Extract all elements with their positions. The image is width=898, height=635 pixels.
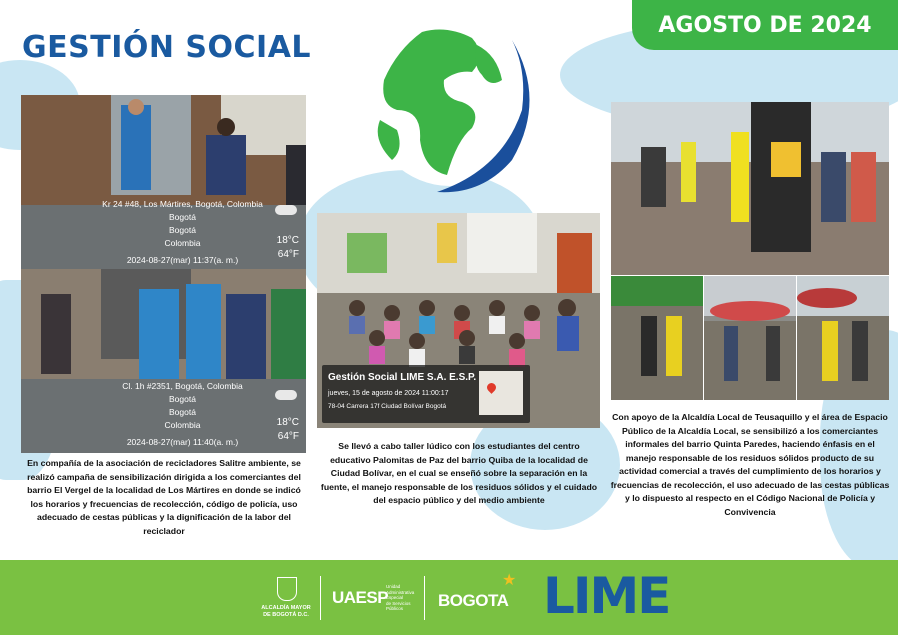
alcaldia-line2: DE BOGOTÁ D.C. <box>263 612 309 618</box>
location-stamp <box>322 365 530 423</box>
cloud-icon <box>275 205 297 215</box>
temperature-celsius: 18°C <box>276 417 299 428</box>
lime-logo-text: LIME <box>543 567 670 625</box>
map-thumbnail <box>479 371 523 415</box>
geotag-timestamp: 2024-08-27(mar) 11:40(a. m.) <box>126 437 239 447</box>
right-caption: Con apoyo de la Alcaldía Local de Teusaquillo y el área de Espacio Público de la Alcaldía Local, se sensibilizó a los comerciantes informales del barrio Quinta Paredes, haciendo énfasis en el manejo responsable de los residuos sólidos producto de su actividad comercial a través del cumplimiento de los horarios y frecuencias de recolección, el uso adecuado de las cestas públicas y lo dispuesto al respecto en el Código Nacional de Policía y Convivencia <box>610 412 890 517</box>
temperature-celsius: 18°C <box>276 235 299 246</box>
star-icon: ★ <box>502 570 517 589</box>
geotag-address: Kr 24 #48, Los Mártires, Bogotá, Colombia <box>102 199 263 209</box>
geotag-address: Cl. 1h #2351, Bogotá, Colombia <box>122 381 243 391</box>
geotag-city: Bogotá <box>169 394 196 404</box>
footer-divider <box>424 576 425 620</box>
alcaldia-line1: ALCALDÍA MAYOR <box>261 605 311 611</box>
date-banner: AGOSTO DE 2024 <box>632 0 898 50</box>
uaesp-logo-text: UAESP <box>332 588 389 607</box>
geotag-region: Bogotá <box>169 407 196 417</box>
uaesp-desc-line: Públicos <box>386 606 404 611</box>
photo-school-workshop <box>317 213 600 428</box>
bogota-coat-of-arms-icon <box>277 577 297 601</box>
bogota-logo-text: BOGOTA <box>438 591 509 610</box>
uaesp-desc-line: Administrativa <box>386 589 415 595</box>
uaesp-desc-line: Unidad <box>386 584 401 589</box>
geotag-2 <box>60 380 305 449</box>
geotag-city: Bogotá <box>169 212 196 222</box>
page-title: GESTIÓN SOCIAL <box>22 30 312 65</box>
uaesp-desc-line: Especial <box>386 595 404 600</box>
geotag-1 <box>60 198 305 267</box>
temperature-fahrenheit: 64°F <box>277 249 299 260</box>
cloud-icon <box>275 390 297 400</box>
uaesp-desc-line: de Servicios <box>386 600 411 606</box>
left-caption: En compañía de la asociación de recicladores Salitre ambiente, se realizó campaña de sensibilización dirigida a los comerciantes del barrio El Vergel de la localidad de Los Mártires en donde se indicó los horarios y frecuencias de recolección, código de policía, uso adecuado de cestas públicas y la dignificación de la labor del reciclador <box>27 458 301 536</box>
stamp-datetime: jueves, 15 de agosto de 2024 11:00:17 <box>328 390 449 397</box>
geotag-region: Bogotá <box>169 225 196 235</box>
photo-street-vendors-1 <box>611 102 889 275</box>
stamp-title: Gestión Social LIME S.A. E.S.P. <box>328 372 477 383</box>
footer-divider <box>320 576 321 620</box>
temperature-fahrenheit: 64°F <box>277 431 299 442</box>
geotag-timestamp: 2024-08-27(mar) 11:37(a. m.) <box>126 255 239 265</box>
photo-street-vendors-2 <box>611 276 703 400</box>
photo-street-vendors-3 <box>704 276 796 400</box>
map-pin-icon <box>485 381 498 394</box>
uaesp-description <box>386 584 414 612</box>
geotag-country: Colombia <box>164 420 201 430</box>
photo-street-vendors-4 <box>797 276 889 400</box>
globe-icon <box>362 10 548 200</box>
center-caption: Se llevó a cabo taller lúdico con los estudiantes del centro educativo Palomitas de Paz del barrio Quiba de la localidad de Ciudad Bolívar, en el cual se enseñó sobre la separación en la fuente, el manejo responsable de los residuos sólidos y el cuidado del espacio público y del medio ambiente <box>320 441 598 505</box>
geotag-country: Colombia <box>164 238 201 248</box>
stamp-address: 78-04 Carrera 17f Ciudad Bolívar Bogotá <box>328 403 447 410</box>
